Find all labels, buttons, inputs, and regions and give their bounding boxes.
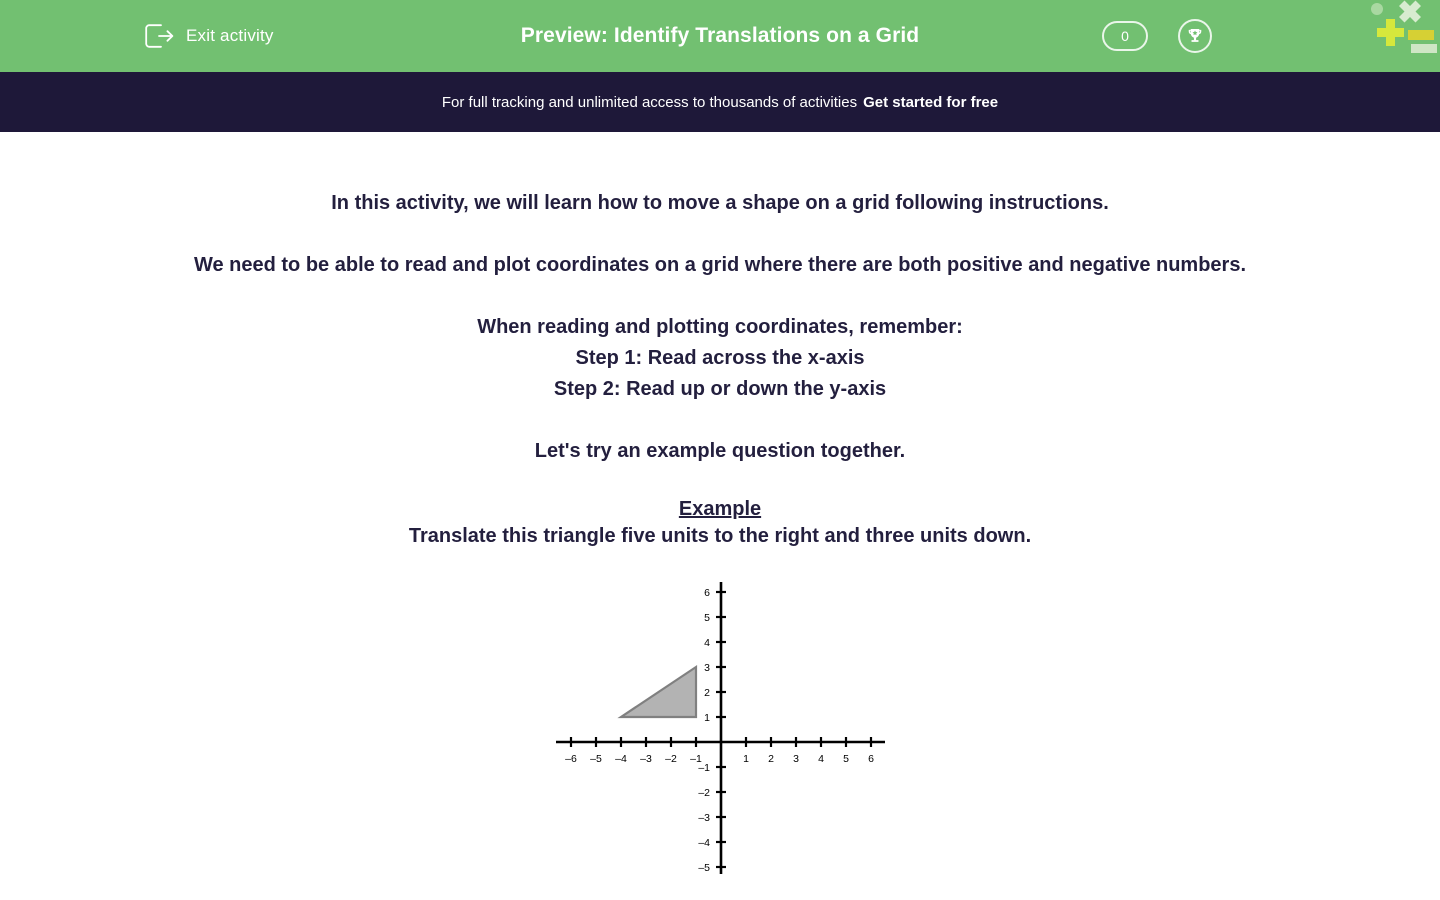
- coordinate-grid-figure: [0, 574, 1440, 874]
- y-tick-label: 3: [704, 662, 710, 674]
- y-tick-label: –5: [698, 862, 710, 874]
- x-tick-label: –4: [615, 753, 627, 765]
- x-tick-label: –2: [665, 753, 677, 765]
- promo-text: For full tracking and unlimited access to thousands of activities: [441, 93, 858, 111]
- x-tick-label: –6: [565, 753, 577, 765]
- exit-activity-label: Exit activity: [186, 26, 274, 45]
- step-1: Step 1: Read across the x-axis: [575, 347, 865, 369]
- deco-circle-icon: [1371, 3, 1383, 15]
- y-tick-label: 6: [704, 587, 710, 599]
- y-tick-label: 2: [704, 687, 710, 699]
- y-tick-label: 4: [704, 637, 710, 649]
- lets-try-paragraph: Let's try an example question together.: [534, 440, 906, 462]
- remember-heading: When reading and plotting coordinates, remember:: [477, 316, 963, 338]
- score-badge[interactable]: [1102, 21, 1148, 51]
- header-actions: [1102, 0, 1212, 72]
- y-tick-label: –3: [698, 812, 710, 824]
- trophy-icon: [1185, 26, 1205, 46]
- step-2: Step 2: Read up or down the y-axis: [553, 378, 887, 400]
- x-tick-label: 1: [743, 753, 749, 765]
- coordinates-note-paragraph: We need to be able to read and plot coordinates on a grid where there are both positive and negative numbers.: [193, 254, 1247, 276]
- y-tick-label: 1: [704, 712, 710, 724]
- x-tick-label: 2: [768, 753, 774, 765]
- activity-content: [0, 132, 1440, 874]
- deco-x-cross-icon: [1399, 1, 1421, 23]
- y-tick-label: –4: [698, 837, 710, 849]
- intro-paragraph: In this activity, we will learn how to move a shape on a grid following instructions.: [331, 192, 1109, 214]
- x-tick-label: 5: [843, 753, 849, 765]
- x-tick-label: –3: [640, 753, 652, 765]
- x-tick-label: –1: [690, 753, 702, 765]
- x-tick-label: 3: [793, 753, 799, 765]
- y-tick-label: –2: [698, 787, 710, 799]
- page-title: Preview: Identify Translations on a Grid: [520, 24, 920, 47]
- trophy-button[interactable]: [1178, 19, 1212, 53]
- x-tick-label: 6: [868, 753, 874, 765]
- x-tick-label: 4: [818, 753, 824, 765]
- x-tick-label: –5: [590, 753, 602, 765]
- y-tick-label: 5: [704, 612, 710, 624]
- promo-banner: [0, 72, 1440, 132]
- example-heading: Example: [678, 498, 762, 520]
- steps-block: [0, 312, 1440, 405]
- shape-triangle: [621, 667, 696, 717]
- y-tick-label: –1: [698, 762, 710, 774]
- get-started-link[interactable]: Get started for free: [863, 93, 999, 111]
- example-question: Translate this triangle five units to the right and three units down.: [408, 525, 1032, 547]
- coordinate-plane: [555, 574, 885, 874]
- score-value: 0: [1121, 28, 1129, 44]
- app-header: [0, 0, 1440, 72]
